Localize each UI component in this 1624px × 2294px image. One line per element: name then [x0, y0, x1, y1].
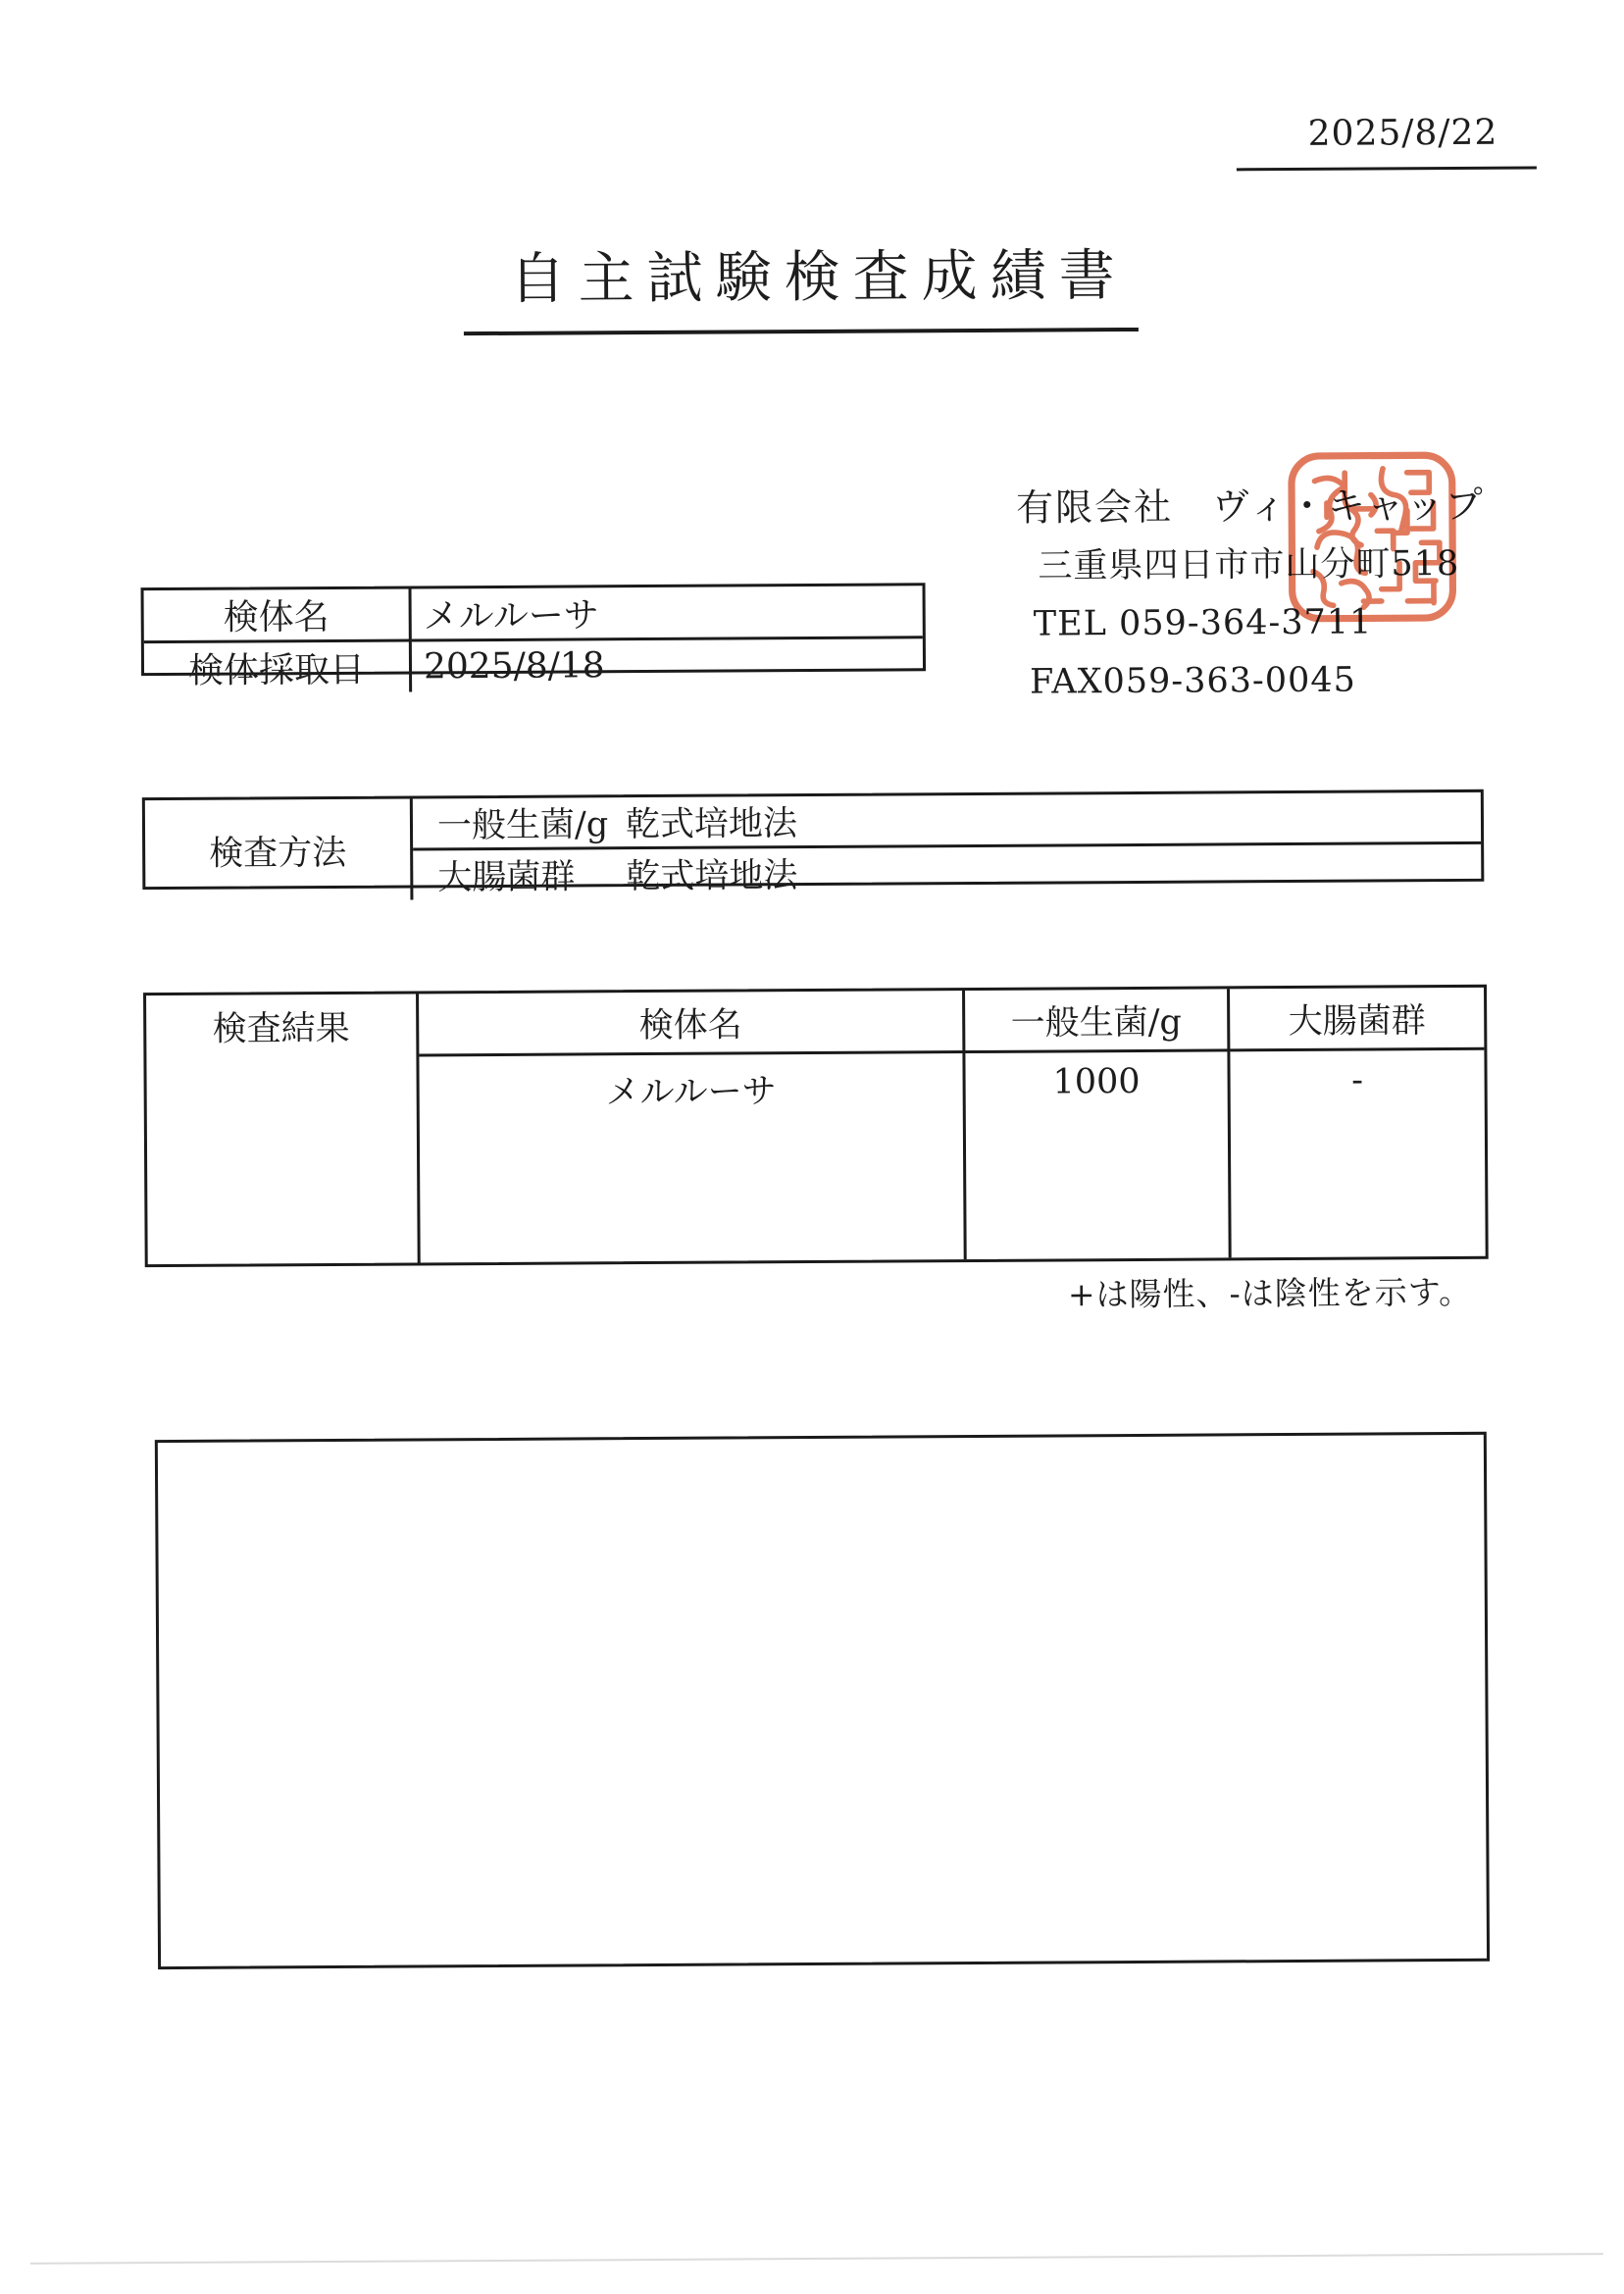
sample-name-label: 検体名	[144, 588, 412, 640]
method-row	[413, 792, 1481, 848]
company-fax: FAX059-363-0045	[1029, 660, 1357, 702]
sample-info-table	[141, 583, 927, 691]
scanner-artifact-line	[30, 2253, 1603, 2265]
result-label: 検査結果	[212, 1008, 350, 1049]
result-value-coliform: -	[1351, 1060, 1364, 1100]
page-title: 自主試験検査成績書	[509, 243, 1128, 312]
sample-name-value: メルルーサ	[423, 595, 599, 637]
remarks-box	[155, 1432, 1490, 1969]
method-item: 一般生菌/g	[436, 805, 609, 846]
result-header-coliform: 大腸菌群	[1230, 988, 1484, 1052]
result-value-sample: メルルーサ	[419, 1053, 966, 1262]
company-tel: TEL 059-364-3711	[1033, 602, 1373, 644]
sample-date-label: 検体採取日	[144, 638, 412, 693]
test-result-table	[143, 985, 1489, 1267]
test-method-label: 検査方法	[145, 798, 414, 901]
company-name: 有限会社 ヴィ・キャップ	[1015, 483, 1485, 530]
title-underline	[464, 328, 1139, 335]
method-name: 乾式培地法	[625, 804, 798, 845]
method-row	[413, 841, 1481, 900]
company-address: 三重県四日市市山分町518	[1038, 543, 1460, 586]
result-header-bacteria: 一般生菌/g	[965, 989, 1230, 1053]
issue-date: 2025/8/22	[1307, 112, 1498, 154]
legend-note: +は陽性、-は陰性を示す。	[1067, 1272, 1473, 1314]
result-label-cell	[146, 994, 421, 1264]
date-underline	[1237, 166, 1537, 171]
company-seal-icon	[1287, 449, 1458, 625]
result-header-sample: 検体名	[419, 991, 965, 1056]
sample-date-value: 2025/8/18	[412, 636, 923, 691]
method-item: 大腸菌群	[437, 857, 576, 898]
test-method-table	[142, 790, 1485, 898]
result-value-bacteria: 1000	[965, 1051, 1231, 1259]
method-name: 乾式培地法	[626, 856, 798, 897]
